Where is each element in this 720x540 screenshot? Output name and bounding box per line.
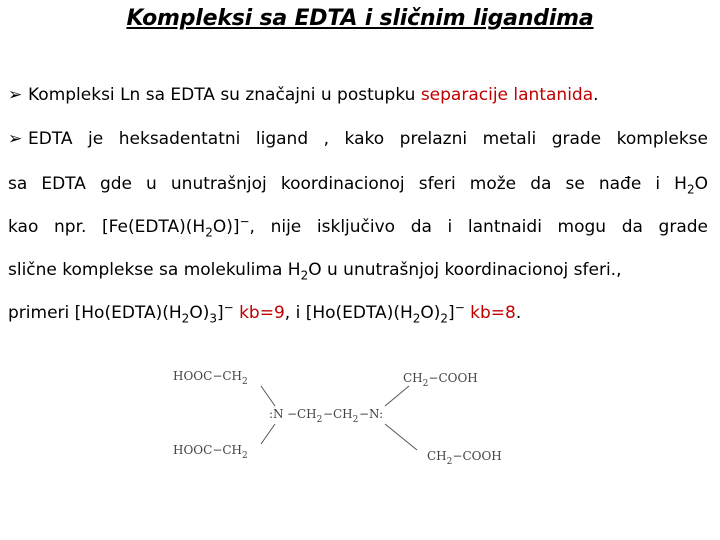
- bullet-2-line-4: [8, 259, 708, 281]
- bond-line: [261, 386, 275, 406]
- bullet-2-line-1-text: EDTA je heksadentatni ligand , kako prelazni metali grade komplekse: [28, 129, 708, 149]
- text-segment: ]: [216, 303, 224, 323]
- page-title: Kompleksi sa EDTA i sličnim ligandima: [126, 6, 594, 31]
- text-segment: primeri [Ho(EDTA)(H: [8, 303, 182, 323]
- subscript: 2: [412, 311, 421, 326]
- subscript: 2: [300, 268, 309, 283]
- bullet-2-line-3: [8, 216, 708, 238]
- text-segment: sa EDTA gde u unutrašnjoj koordinacionoj sferi može da se nađe i H: [8, 174, 687, 194]
- coordination-number-1: kb=9: [233, 303, 285, 323]
- structure-top-right: $CH_2-COOH$: [403, 371, 478, 389]
- structure-dash: −: [287, 407, 298, 421]
- text-segment: kao npr. [Fe(EDTA)(H: [8, 217, 206, 237]
- structure-dash: −: [359, 407, 370, 421]
- coordination-number-2: kb=8: [464, 303, 516, 323]
- text-segment: .: [515, 303, 522, 323]
- subscript: 2: [205, 225, 213, 240]
- structure-ch2-2: $CH_2$: [333, 407, 359, 425]
- text-segment: slične komplekse sa molekulima H: [8, 260, 301, 280]
- text-segment: O): [189, 303, 210, 323]
- superscript: −: [223, 300, 234, 315]
- arrow-bullet-icon: ➢: [8, 85, 23, 105]
- structure-ch2-1: $CH_2$: [297, 407, 323, 425]
- superscript: −: [239, 214, 250, 229]
- subscript: 2: [440, 311, 449, 326]
- text-segment: , nije isključivo da i lantnaidi mogu da grade: [249, 217, 708, 237]
- structure-bottom-left: $HOOC-CH_2$: [173, 443, 248, 461]
- bullet-2-line-5: [8, 302, 708, 324]
- subscript: 2: [686, 182, 695, 197]
- text-segment: ]: [448, 303, 455, 323]
- text-segment: , i [Ho(EDTA)(H: [284, 303, 413, 323]
- bullet-1: [8, 84, 599, 106]
- text-segment: O): [420, 303, 441, 323]
- structure-top-left: $HOOC-CH_2$: [173, 369, 248, 387]
- structure-dash: −: [323, 407, 334, 421]
- bullet-1-highlight: separacije lantanida: [420, 85, 594, 105]
- text-segment: O: [694, 174, 708, 194]
- subscript: 2: [181, 311, 190, 326]
- bond-line: [385, 424, 417, 450]
- bullet-1-text: Kompleksi Ln sa EDTA su značajni u postupku: [28, 85, 421, 105]
- structure-bottom-right: $CH_2-COOH$: [427, 449, 502, 467]
- text-segment: O u unutrašnjoj koordinacionoj sferi.,: [308, 260, 622, 280]
- bullet-1-end: .: [593, 85, 599, 105]
- structure-n-left: :N: [269, 407, 284, 421]
- bond-line: [385, 386, 409, 406]
- structure-n-right: N:: [369, 407, 384, 421]
- bond-line: [261, 424, 275, 444]
- superscript: −: [454, 300, 465, 315]
- bullet-2-line-1: [8, 128, 708, 150]
- text-segment: O)]: [212, 217, 240, 237]
- subscript: 3: [209, 311, 217, 326]
- arrow-bullet-icon: ➢: [8, 129, 23, 149]
- edta-structure-diagram: [165, 360, 525, 470]
- bullet-2-line-2: [8, 173, 708, 195]
